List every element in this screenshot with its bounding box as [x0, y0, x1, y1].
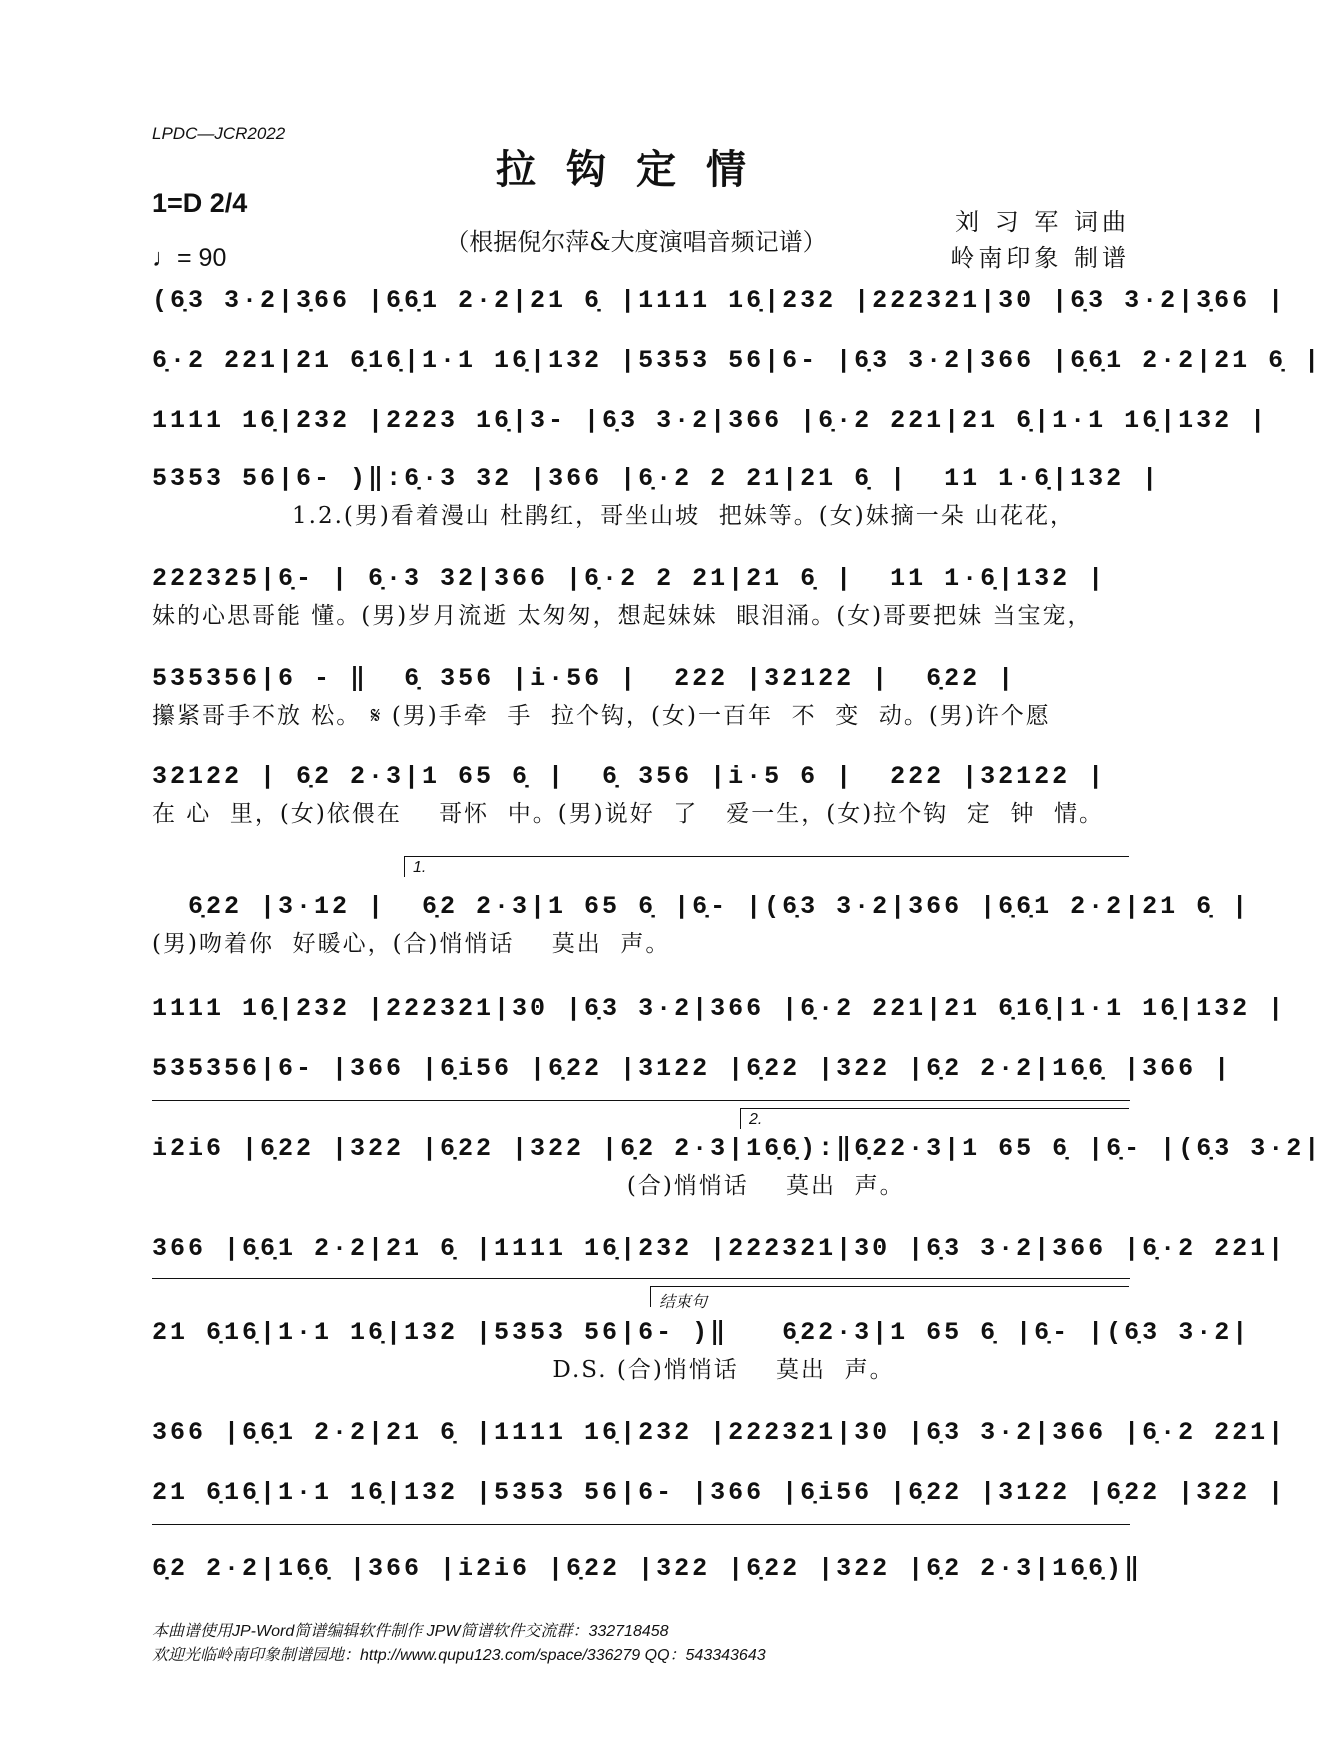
lyrics-row: (合)悄悄话 莫出 声。 — [152, 1173, 905, 1199]
lyrics-row: 1.2.(男)看着漫山 杜鹃红，哥坐山坡 把妹等。(女)妹摘一朵 山花花， — [292, 503, 1076, 529]
score-system — [152, 346, 1322, 375]
notation-row: 21 6̣16̣|1·1 16̣|132 |5353 56|6- )‖ 6̣22·3|1 65 6̣ |6̣- |(6̣3 3·2| — [152, 1318, 1251, 1347]
lyrics-row: 妹的心思哥能 懂。(男)岁月流逝 太匆匆，想起妹妹 眼泪涌。(女)哥要把妹 当宝宠， — [152, 603, 1093, 629]
score-system — [152, 666, 1130, 728]
score-system — [152, 1554, 1143, 1583]
volta-two: 2. — [740, 1108, 1129, 1129]
footer-line: 本曲谱使用JP-Word简谱编辑软件制作 JPW简谱软件交流群：332718458 — [152, 1623, 669, 1640]
score-system — [152, 1134, 1322, 1199]
score-system — [152, 1318, 1251, 1383]
notation-row: i2i6 |6̣22 |322 |6̣22 |322 |6̣2 2·3|16̣6̣):‖6̣22·3|1 65 6̣ |6̣- |(6̣3 3·2| — [152, 1134, 1322, 1163]
subtitle: （根据倪尔萍&大度演唱音频记谱） — [445, 228, 827, 256]
notation-row: (6̣3 3·2|3̣66 |6̣6̣1 2·2|21 6̣ |1111 16̣|232 |222321|30 |6̣3 3·2|3̣66 | — [152, 286, 1287, 315]
notation-row: 32122 | 6̣2 2·3|1 65 6̣ | 6̣ 356 |i·5 6 | 222 |32122 | — [152, 762, 1107, 791]
score-system — [152, 566, 1130, 628]
footer-line: 欢迎光临岭南印象制谱园地：http://www.qupu123.com/space/336279 QQ：543343643 — [152, 1647, 766, 1664]
score-system — [152, 1054, 1233, 1083]
notation-row: 6̣22 |3·12 | 6̣2 2·3|1 65 6̣ |6̣- |(6̣3 3·2|366 |6̣6̣1 2·2|21 6̣ | — [152, 892, 1251, 921]
score-system — [152, 1478, 1287, 1507]
notation-row: 222325|6̣- | 6̣·3 32|366 |6̣·2 2 21|21 6̣ | 11 1·6̣|132 | — [152, 564, 1107, 593]
notation-row: 21 6̣16̣|1·1 16̣|132 |5353 56|6- |366 |6̣i56 |6̣22 |3122 |6̣22 |322 | — [152, 1478, 1287, 1507]
key-signature: 1=D 2/4 — [152, 188, 248, 218]
score-system — [152, 892, 1251, 957]
tempo-marking: ♩= 90 — [152, 244, 227, 272]
score-credit: 岭南印象 制谱 — [950, 244, 1130, 272]
score-system — [152, 994, 1287, 1023]
score-code: LPDC—JCR2022 — [152, 124, 286, 143]
lyrics-row: 攥紧哥手不放 松。 𝄋 (男)手牵 手 拉个钩，(女)一百年 不 变 动。(男)许个愿 — [152, 703, 1051, 729]
coda-bracket: 结束句 — [650, 1286, 1129, 1307]
lyrics-credit: 刘 习 军 词曲 — [955, 208, 1130, 236]
score-system — [152, 406, 1269, 435]
score-system — [152, 286, 1287, 315]
score-system — [152, 764, 1130, 826]
notation-row: 6̣2 2·2|16̣6̣ |366 |i2i6 |6̣22 |322 |6̣22 |322 |6̣2 2·3|16̣6̣)‖ — [152, 1554, 1143, 1583]
score-system — [152, 1418, 1287, 1447]
divider-line — [152, 1524, 1130, 1525]
page-title: 拉钩定情 — [496, 146, 776, 193]
lyrics-row: (男)吻着你 好暖心，(合)悄悄话 莫出 声。 — [152, 931, 671, 957]
score-system — [152, 464, 1161, 529]
notation-row: 1111 16̣|232 |2223 16̣|3- |6̣3 3·2|366 |6̣·2 221|21 6̣|1·1 16̣|132 | — [152, 406, 1269, 435]
notation-row: 1111 16̣|232 |222321|30 |6̣3 3·2|366 |6̣·2 221|21 6̣16̣|1·1 16̣|132 | — [152, 994, 1287, 1023]
notation-row: 6̣·2 221|21 6̣16̣|1·1 16̣|132 |5353 56|6- |6̣3 3·2|366 |6̣6̣1 2·2|21 6̣ | — [152, 346, 1322, 375]
divider-line — [152, 1278, 1130, 1279]
divider-line — [152, 1100, 1130, 1101]
lyrics-row: 在 心 里，(女)依偎在 哥怀 中。(男)说好 了 爱一生，(女)拉个钩 定 钟 情。 — [152, 801, 1105, 827]
volta-one: 1. — [404, 856, 1129, 877]
notation-row: 366 |6̣6̣1 2·2|21 6̣ |1111 16̣|232 |222321|30 |6̣3 3·2|366 |6̣·2 221| — [152, 1418, 1287, 1447]
lyrics-row: D.S. (合)悄悄话 莫出 声。 — [152, 1357, 895, 1383]
notation-row: 535356|6- |366 |6̣i56 |6̣22 |3122 |6̣22 |322 |6̣2 2·2|16̣6̣ |366 | — [152, 1054, 1233, 1083]
notation-row: 366 |6̣6̣1 2·2|21 6̣ |1111 16̣|232 |222321|30 |6̣3 3·2|366 |6̣·2 221| — [152, 1234, 1287, 1263]
score-system — [152, 1234, 1287, 1263]
notation-row: 5353 56|6- )‖:6̣·3 32 |366 |6̣·2 2 21|21 6̣ | 11 1·6̣|132 | — [152, 464, 1161, 493]
notation-row: 535356|6 - ‖ 6̣ 356 |i·56 | 222 |32122 | 6̣22 | — [152, 664, 1017, 693]
